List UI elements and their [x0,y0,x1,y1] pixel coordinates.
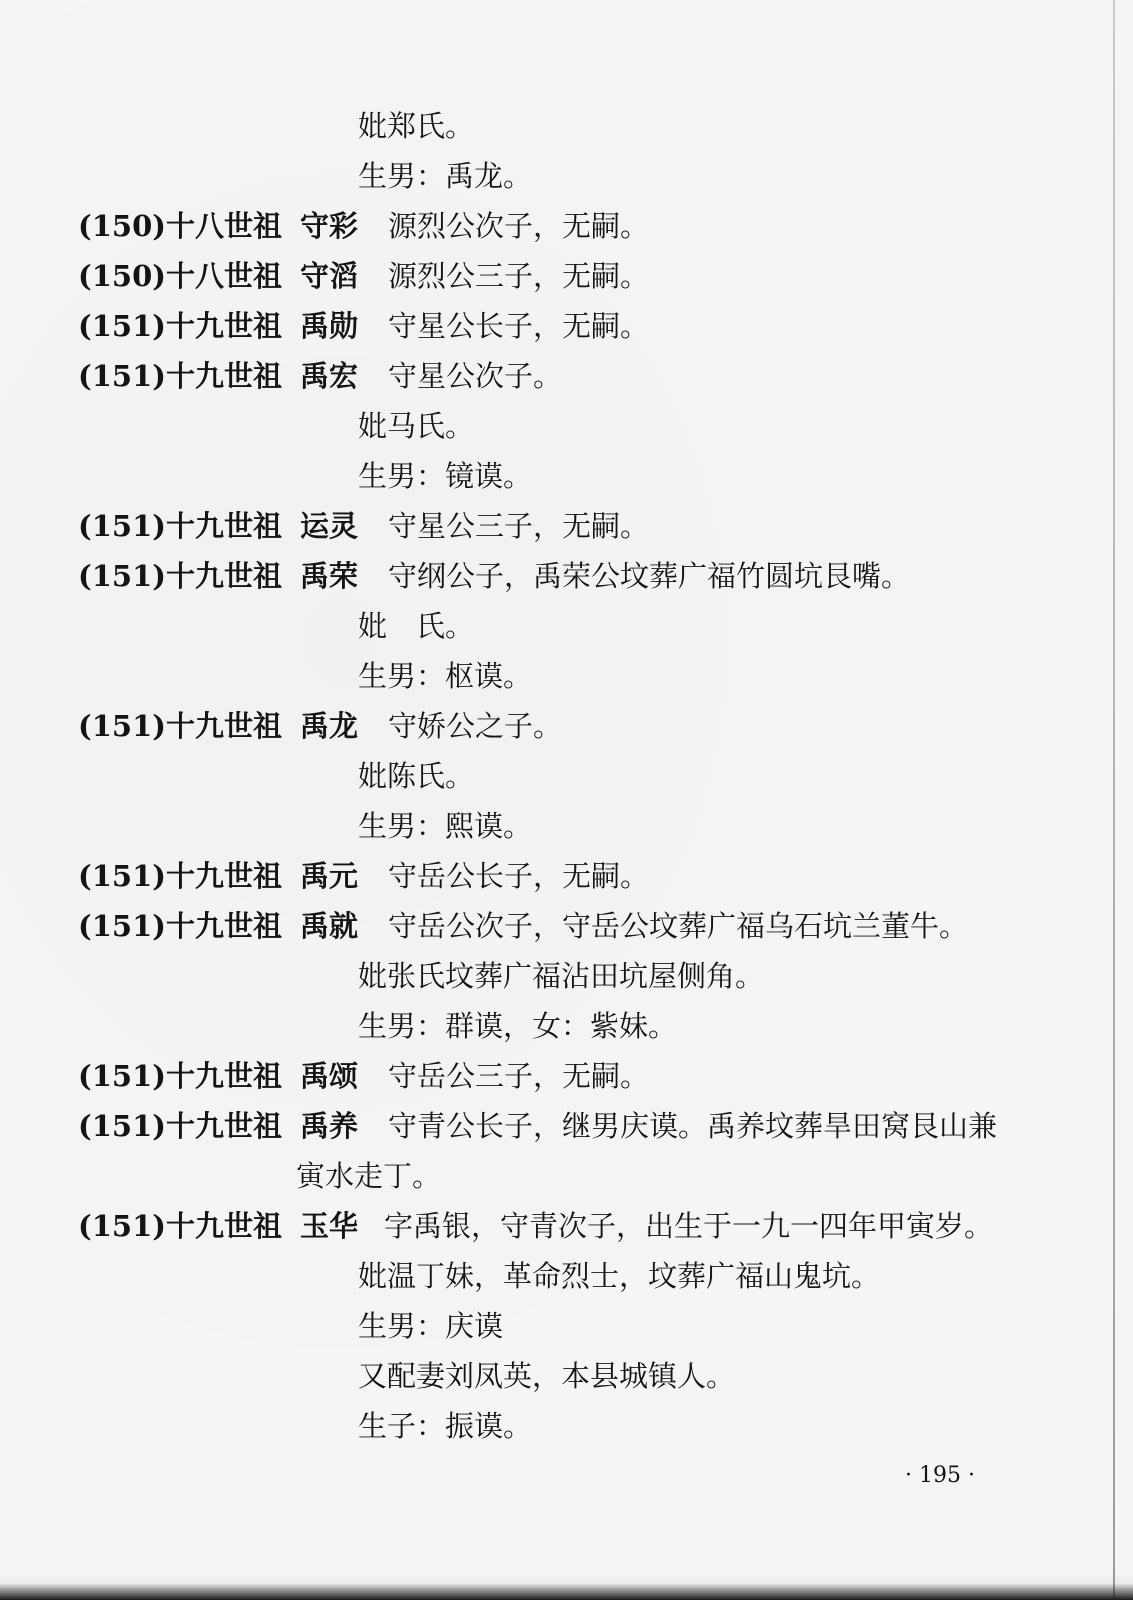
entry-description: 守星公次子。 [388,359,563,393]
genealogy-entry [78,308,1018,344]
genealogy-entry [78,1058,1018,1094]
genealogy-entry [78,858,1018,894]
genealogy-entry [78,908,1018,944]
ancestor-name: 禹荣 [300,559,359,593]
generation-label: (151)十九世祖 [78,509,282,543]
entry-description: 守星公三子，无嗣。 [388,509,650,543]
generation-label: (150)十八世祖 [78,259,282,293]
entry-description: 守岳公三子，无嗣。 [388,1059,650,1093]
generation-label: (151)十九世祖 [78,709,282,743]
entry-continuation: 寅水走丁。 [296,1159,442,1193]
generation-label: (151)十九世祖 [78,859,282,893]
entry-description: 源烈公三子，无嗣。 [388,259,650,293]
entry-line: 生男：熙谟。 [358,809,533,843]
generation-label: (150)十八世祖 [78,209,282,243]
ancestor-name: 玉华 [300,1209,359,1243]
ancestor-name: 禹勋 [300,309,359,343]
entry-line: 又配妻刘凤英，本县城镇人。 [358,1359,736,1393]
generation-label: (151)十九世祖 [78,559,282,593]
scan-bottom-edge [0,1572,1133,1600]
genealogy-entry [78,208,1018,244]
entry-description: 守星公长子，无嗣。 [388,309,650,343]
generation-label: (151)十九世祖 [78,359,282,393]
page-edge-shadow [1113,0,1115,1600]
entry-description: 守娇公之子。 [388,709,563,743]
entry-description: 守纲公子，禹荣公坟葬广福竹圆坑艮嘴。 [388,559,911,593]
entry-line: 妣郑氏。 [358,109,475,143]
genealogy-entry [78,1208,1018,1244]
genealogy-entry [78,258,1018,294]
entry-description: 源烈公次子，无嗣。 [388,209,650,243]
generation-label: (151)十九世祖 [78,1209,282,1243]
genealogy-entry [78,358,1018,394]
generation-label: (151)十九世祖 [78,309,282,343]
ancestor-name: 禹宏 [300,359,359,393]
genealogy-entry [78,708,1018,744]
entry-description: 字禹银，守青次子，出生于一九一四年甲寅岁。 [384,1209,994,1243]
ancestor-name: 禹养 [300,1109,359,1143]
entry-description: 守岳公次子，守岳公坟葬广福乌石坑兰董牛。 [388,909,969,943]
entry-line: 妣张氏坟葬广福沾田坑屋侧角。 [358,959,765,993]
page-number: · 195 · [905,1463,975,1488]
ancestor-name: 禹龙 [300,709,359,743]
genealogy-entry [78,1108,1018,1144]
ancestor-name: 禹颂 [300,1059,359,1093]
entry-line: 妣陈氏。 [358,759,475,793]
ancestor-name: 守滔 [300,259,359,293]
generation-label: (151)十九世祖 [78,909,282,943]
entry-line: 妣 氏。 [358,609,475,643]
entry-line: 生男：禹龙。 [358,159,533,193]
entry-line: 生男：群谟，女：紫妹。 [358,1009,678,1043]
ancestor-name: 禹元 [300,859,359,893]
entry-line: 生男：镜谟。 [358,459,533,493]
ancestor-name: 禹就 [300,909,359,943]
genealogy-entry [78,558,1018,594]
entry-line: 妣马氏。 [358,409,475,443]
entry-description: 守青公长子，继男庆谟。禹养坟葬旱田窝艮山兼 [388,1109,998,1143]
genealogy-entry [78,508,1018,544]
generation-label: (151)十九世祖 [78,1059,282,1093]
entry-description: 守岳公长子，无嗣。 [388,859,650,893]
ancestor-name: 守彩 [300,209,359,243]
ancestor-name: 运灵 [300,509,359,543]
entry-line: 生男：庆谟 [358,1309,504,1343]
entry-line: 生男：枢谟。 [358,659,533,693]
entry-line: 生子：振谟。 [358,1409,533,1443]
entry-line: 妣温丁妹，革命烈士，坟葬广福山鬼坑。 [358,1259,881,1293]
generation-label: (151)十九世祖 [78,1109,282,1143]
